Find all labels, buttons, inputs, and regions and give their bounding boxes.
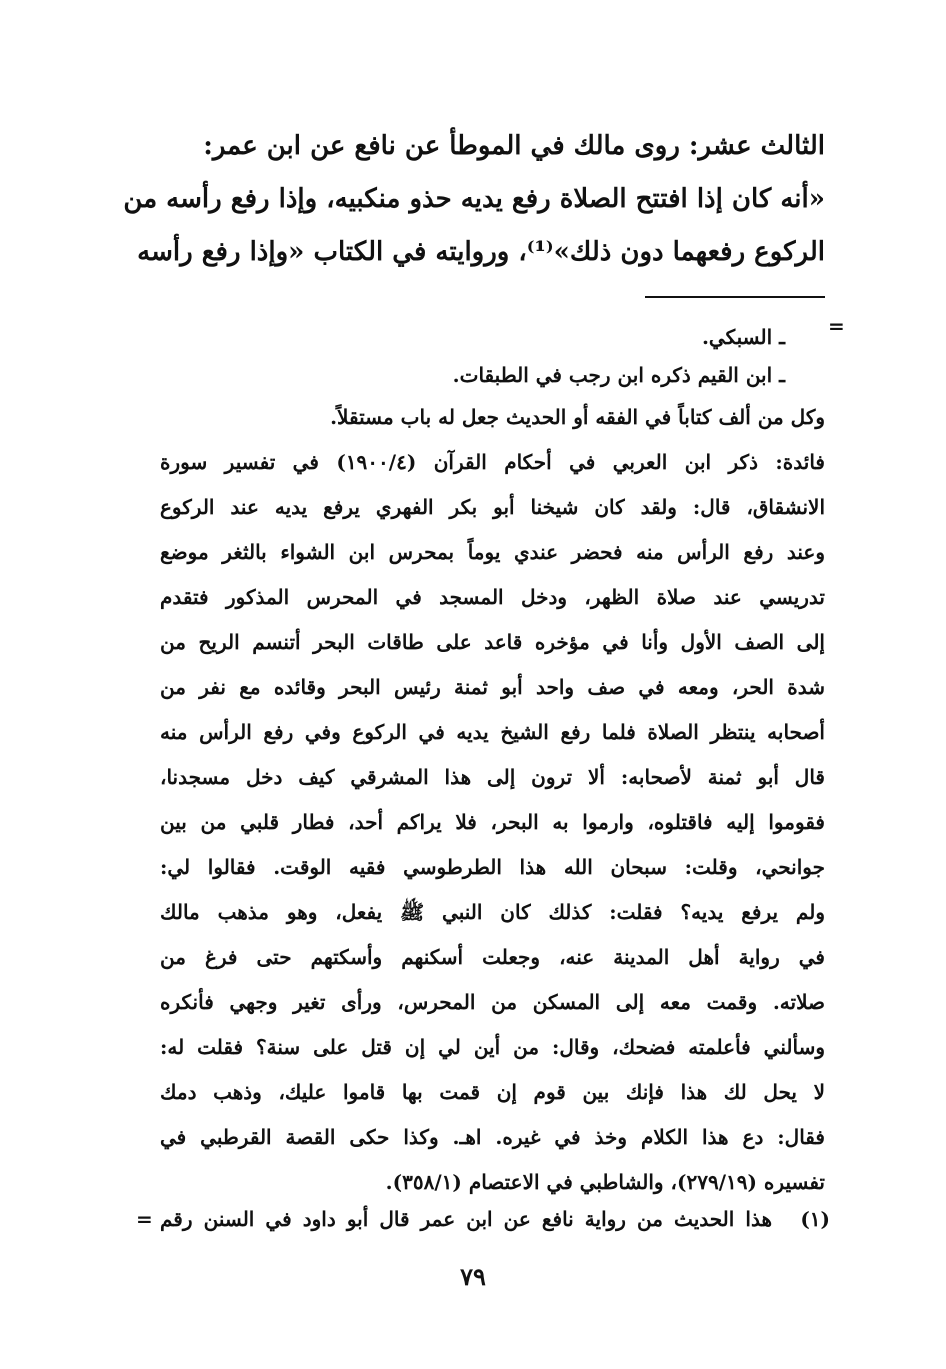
footnote-line-6: وعند رفع الرأس منه فحضر عندي يوماً بمحرس ابن الشواء بالثغر موضع [160, 540, 825, 564]
footnote-line-15: في رواية أهل المدينة عنه، وجعلت أسكنهم وأسكتهم حتى فرغ من [160, 945, 825, 969]
footnote-separator [645, 296, 825, 298]
main-line-3: الركوع رفعهما دون ذلك»⁽¹⁾، وروايته في الكتاب «وإذا رفع رأسه [137, 237, 825, 267]
footnote-1-text: هذا الحديث من رواية نافع عن ابن عمر قال أبو داود في السنن رقم [160, 1207, 772, 1231]
footnote-line-2: ـ ابن القيم ذكره ابن رجب في الطبقات. [452, 363, 785, 387]
footnote-1-continuation-marker: = [136, 1207, 153, 1231]
footnote-line-12: فقوموا إليه فاقتلوه، وارموا به البحر، فلا يراكم أحد، فطار قلبي من بين [160, 810, 825, 834]
footnote-line-13: جوانحي، وقلت: سبحان الله هذا الطرطوسي فقيه الوقت. فقالوا لي: [160, 855, 825, 879]
footnote-line-3: وكل من ألف كتاباً في الفقه أو الحديث جعل له باب مستقلاً. [330, 405, 825, 429]
page-number: ٧٩ [460, 1262, 486, 1291]
footnote-line-4: فائدة: ذكر ابن العربي في أحكام القرآن (١٩٠٠/٤) في تفسير سورة [160, 450, 825, 474]
footnote-1-number: (١) [800, 1207, 830, 1231]
footnote-line-11: قال أبو ثمنة لأصحابه: ألا ترون إلى هذا المشرقي كيف دخل مسجدنا، [160, 765, 825, 789]
footnote-line-18: لا يحل لك هذا فإنك بين قوم إن قمت بها قاموا عليك، وذهب دمك [160, 1080, 825, 1104]
continuation-marker: = [828, 314, 845, 338]
main-line-2: «أنه كان إذا افتتح الصلاة رفع يديه حذو منكبيه، وإذا رفع رأسه من [123, 184, 825, 214]
footnote-line-9: شدة الحر، ومعه في صف واحد أبو ثمنة رئيس البحر وقائده مع نفر من [160, 675, 825, 699]
footnote-line-16: صلاته. وقمت معه إلى المسكن من المحرس، ورأى تغير وجهي فأنكره [160, 990, 825, 1014]
footnote-line-5: الانشقاق، قال: ولقد كان شيخنا أبو بكر الفهري يرفع يديه عند الركوع [160, 495, 825, 519]
footnote-line-7: تدريسي عند صلاة الظهر، ودخل المسجد في المحرس المذكور فتقدم [160, 585, 825, 609]
footnote-line-20: تفسيره (٢٧٩/١٩)، والشاطبي في الاعتصام (٣٥٨/١). [385, 1170, 825, 1194]
footnote-line-8: إلى الصف الأول وأنا في مؤخره قاعد على طاقات البحر أتنسم الريح من [160, 630, 825, 654]
footnote-line-10: أصحابه ينتظر الصلاة فلما رفع الشيخ يديه في الركوع وفي رفع الرأس منه [160, 720, 825, 744]
footnote-line-17: وسألني فأعلمته فضحك، وقال: من أين لي إن قتل على سنة؟ فقلت له: [160, 1035, 825, 1059]
main-line-1: الثالث عشر: روى مالك في الموطأ عن نافع عن ابن عمر: [203, 131, 825, 161]
footnote-line-1: ـ السبكي. [701, 325, 785, 349]
footnote-line-19: فقال: دع هذا الكلام وخذ في غيره. اهـ. وكذا حكى القصة القرطبي في [160, 1125, 825, 1149]
footnote-line-14: ولم يرفع يديه؟ فقلت: كذلك كان النبي ﷺ يفعل، وهو مذهب مالك [160, 900, 825, 924]
